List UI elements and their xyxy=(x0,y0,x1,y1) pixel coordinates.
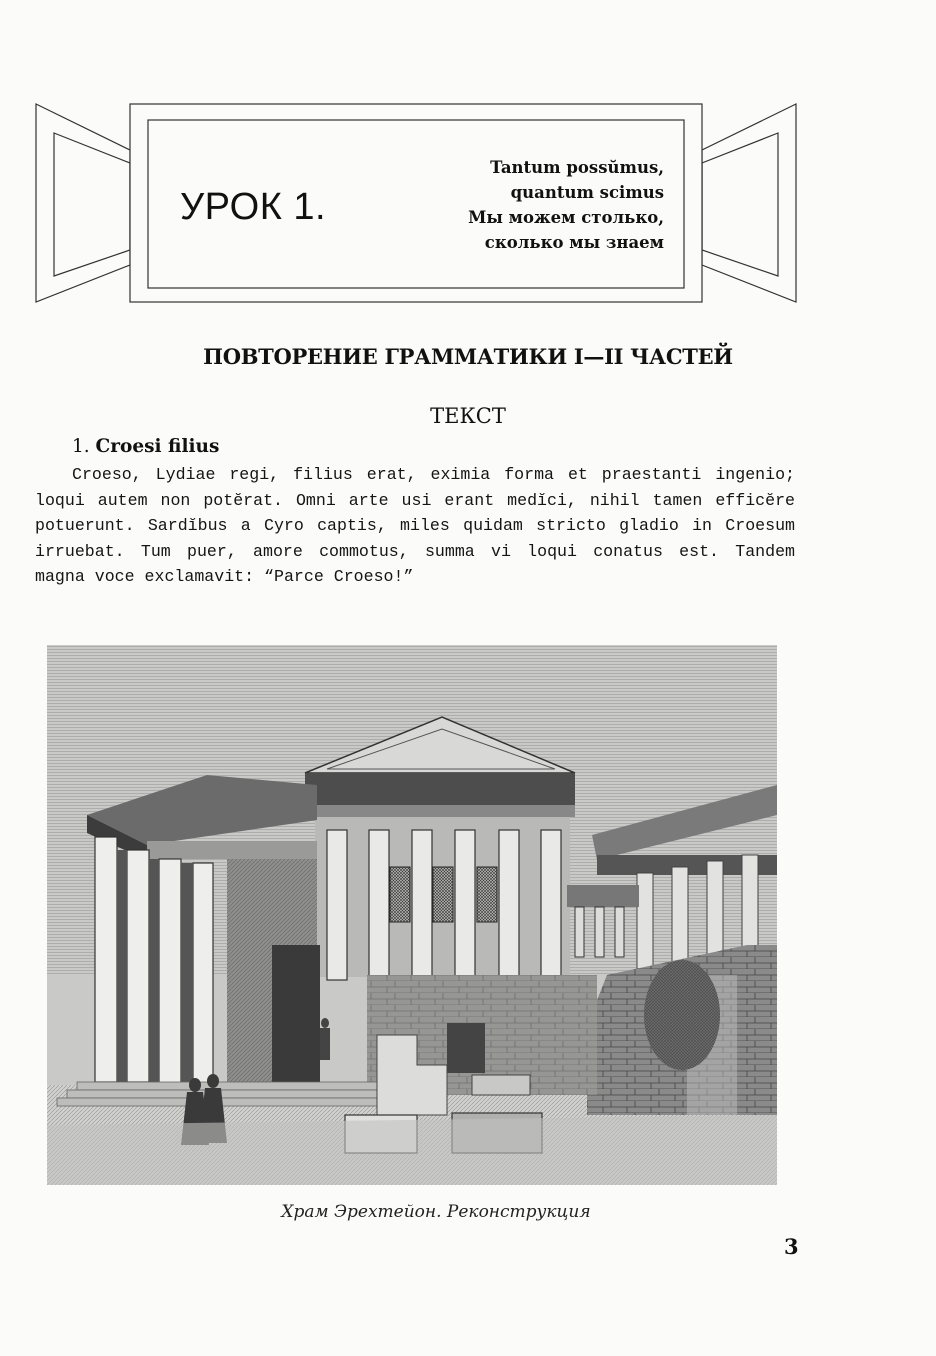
lesson-banner xyxy=(0,0,936,320)
illustration-caption: Храм Эрехтейон. Реконструкция xyxy=(281,1202,591,1222)
text-subheading xyxy=(72,436,219,457)
motto-line-russian-1: Мы можем столько, xyxy=(468,208,664,227)
text-line: irruebat. Tum puer, amore commotus, summa vi loqui conatus est. Tandem xyxy=(35,541,795,561)
text-line: loqui autem non potĕrat. Omni arte usi erant medĭci, nihil tamen efficĕre xyxy=(35,490,795,510)
section-heading: ПОВТОРЕНИЕ ГРАММАТИКИ I—II ЧАСТЕЙ xyxy=(203,344,733,369)
latin-text xyxy=(35,462,795,590)
subheading-number: 1. xyxy=(72,436,90,457)
subheading-title: Croesi filius xyxy=(95,436,220,457)
lesson-title: УРОК 1. xyxy=(180,186,327,228)
lesson-motto xyxy=(364,155,664,255)
text-line: potuerunt. Sardĭbus a Cyro captis, miles quidam stricto gladio in Croesum xyxy=(35,516,795,535)
motto-line-latin-2: quantum scimus xyxy=(510,183,664,202)
text-line: magna voce exclamavit: “Parce Croeso!” xyxy=(35,567,414,586)
temple-engraving xyxy=(47,645,777,1185)
text-line: Croeso, Lydiae regi, filius erat, eximia forma et praestanti ingenio; xyxy=(72,465,795,484)
text-heading: ТЕКСТ xyxy=(430,404,506,428)
erechtheion-illustration xyxy=(47,645,777,1185)
page-number: 3 xyxy=(784,1234,799,1259)
motto-line-latin-1: Tantum possŭmus, xyxy=(490,158,664,177)
motto-line-russian-2: сколько мы знаем xyxy=(484,233,664,252)
